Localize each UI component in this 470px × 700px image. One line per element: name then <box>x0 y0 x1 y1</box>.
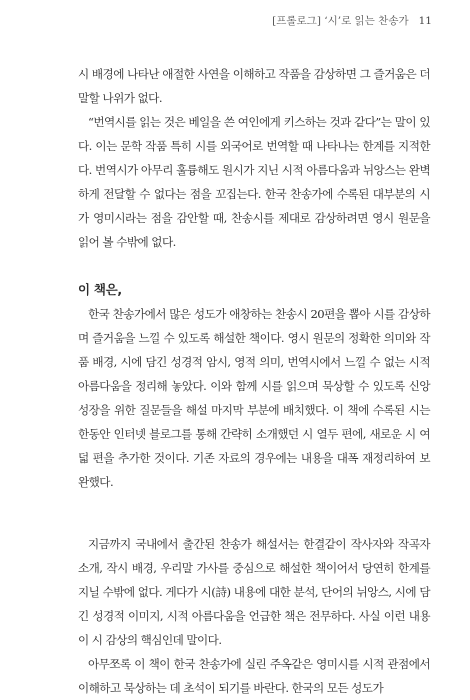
spacer <box>78 254 430 278</box>
spacer <box>78 494 430 532</box>
section-heading: 이 책은, <box>78 282 122 297</box>
page-body <box>78 62 430 700</box>
paragraph-5: 아무쪼록 이 책이 한국 찬송가에 실린 주옥같은 영미시를 시적 관점에서 이해하고 묵상하는 데 초석이 되기를 바란다. 한국의 모든 성도가 <box>78 657 430 695</box>
paragraph-2: “번역시를 읽는 것은 베일을 쓴 여인에게 키스하는 것과 같다”는 말이 있다. 이는 문학 작품 특히 시를 외국어로 번역할 때 나타나는 한계를 지적한다. 번역시가 아무리 훌륭해도 원시가 지닌 시적 아름다움과 뉘앙스는 완벽하게 전달할 수 없다는 점을 꼬집는다. 한국 찬송가에 수록된 대부분의 시가 영미시라는 점을 감안할 때, 찬송시를 제대로 감상하려면 영시 원문을 읽어 볼 수밖에 없다. <box>78 115 430 249</box>
page-number: 11 <box>418 15 432 27</box>
paragraph-4: 지금까지 국내에서 출간된 찬송가 해설서는 한결같이 작사자와 작곡자 소개, 작시 배경, 우리말 가사를 중심으로 해설한 책이어서 당연히 한계를 지닐 수밖에 없다. 게다가 시(詩) 내용에 대한 분석, 단어의 뉘앙스, 시에 담긴 성경적 이미지, 시적 아름다움을 언급한 책은 전무하다. 사실 이런 내용이 시 감상의 핵심인데 말이다. <box>78 537 430 647</box>
running-title: [프롤로그] ‘시’로 읽는 찬송가 <box>272 15 409 27</box>
paragraph-3: 한국 찬송가에서 많은 성도가 애창하는 찬송시 20편을 뽑아 시를 감상하며 즐거움을 느낄 수 있도록 해설한 책이다. 영시 원문의 정확한 의미와 작품 배경, 시에 담긴 성경적 암시, 영적 의미, 번역시에서 느낄 수 없는 시적 아름다움을 정리해 놓았다. 이와 함께 시를 읽으며 묵상할 수 있도록 신앙 성장을 위한 질문들을 해설 마지막 부분에 배치했다. 이 책에 수록된 시는 한동안 인터넷 블로그를 통해 간략히 소개했던 시 열두 편에, 새로운 시 여덟 편을 추가한 것이다. 기존 자료의 경우에는 내용을 대폭 재정리하여 보완했다. <box>78 307 430 489</box>
running-header <box>272 13 432 28</box>
paragraph-1: 시 배경에 나타난 애절한 사연을 이해하고 작품을 감상하면 그 즐거움은 더 말할 나위가 없다. <box>78 67 430 105</box>
